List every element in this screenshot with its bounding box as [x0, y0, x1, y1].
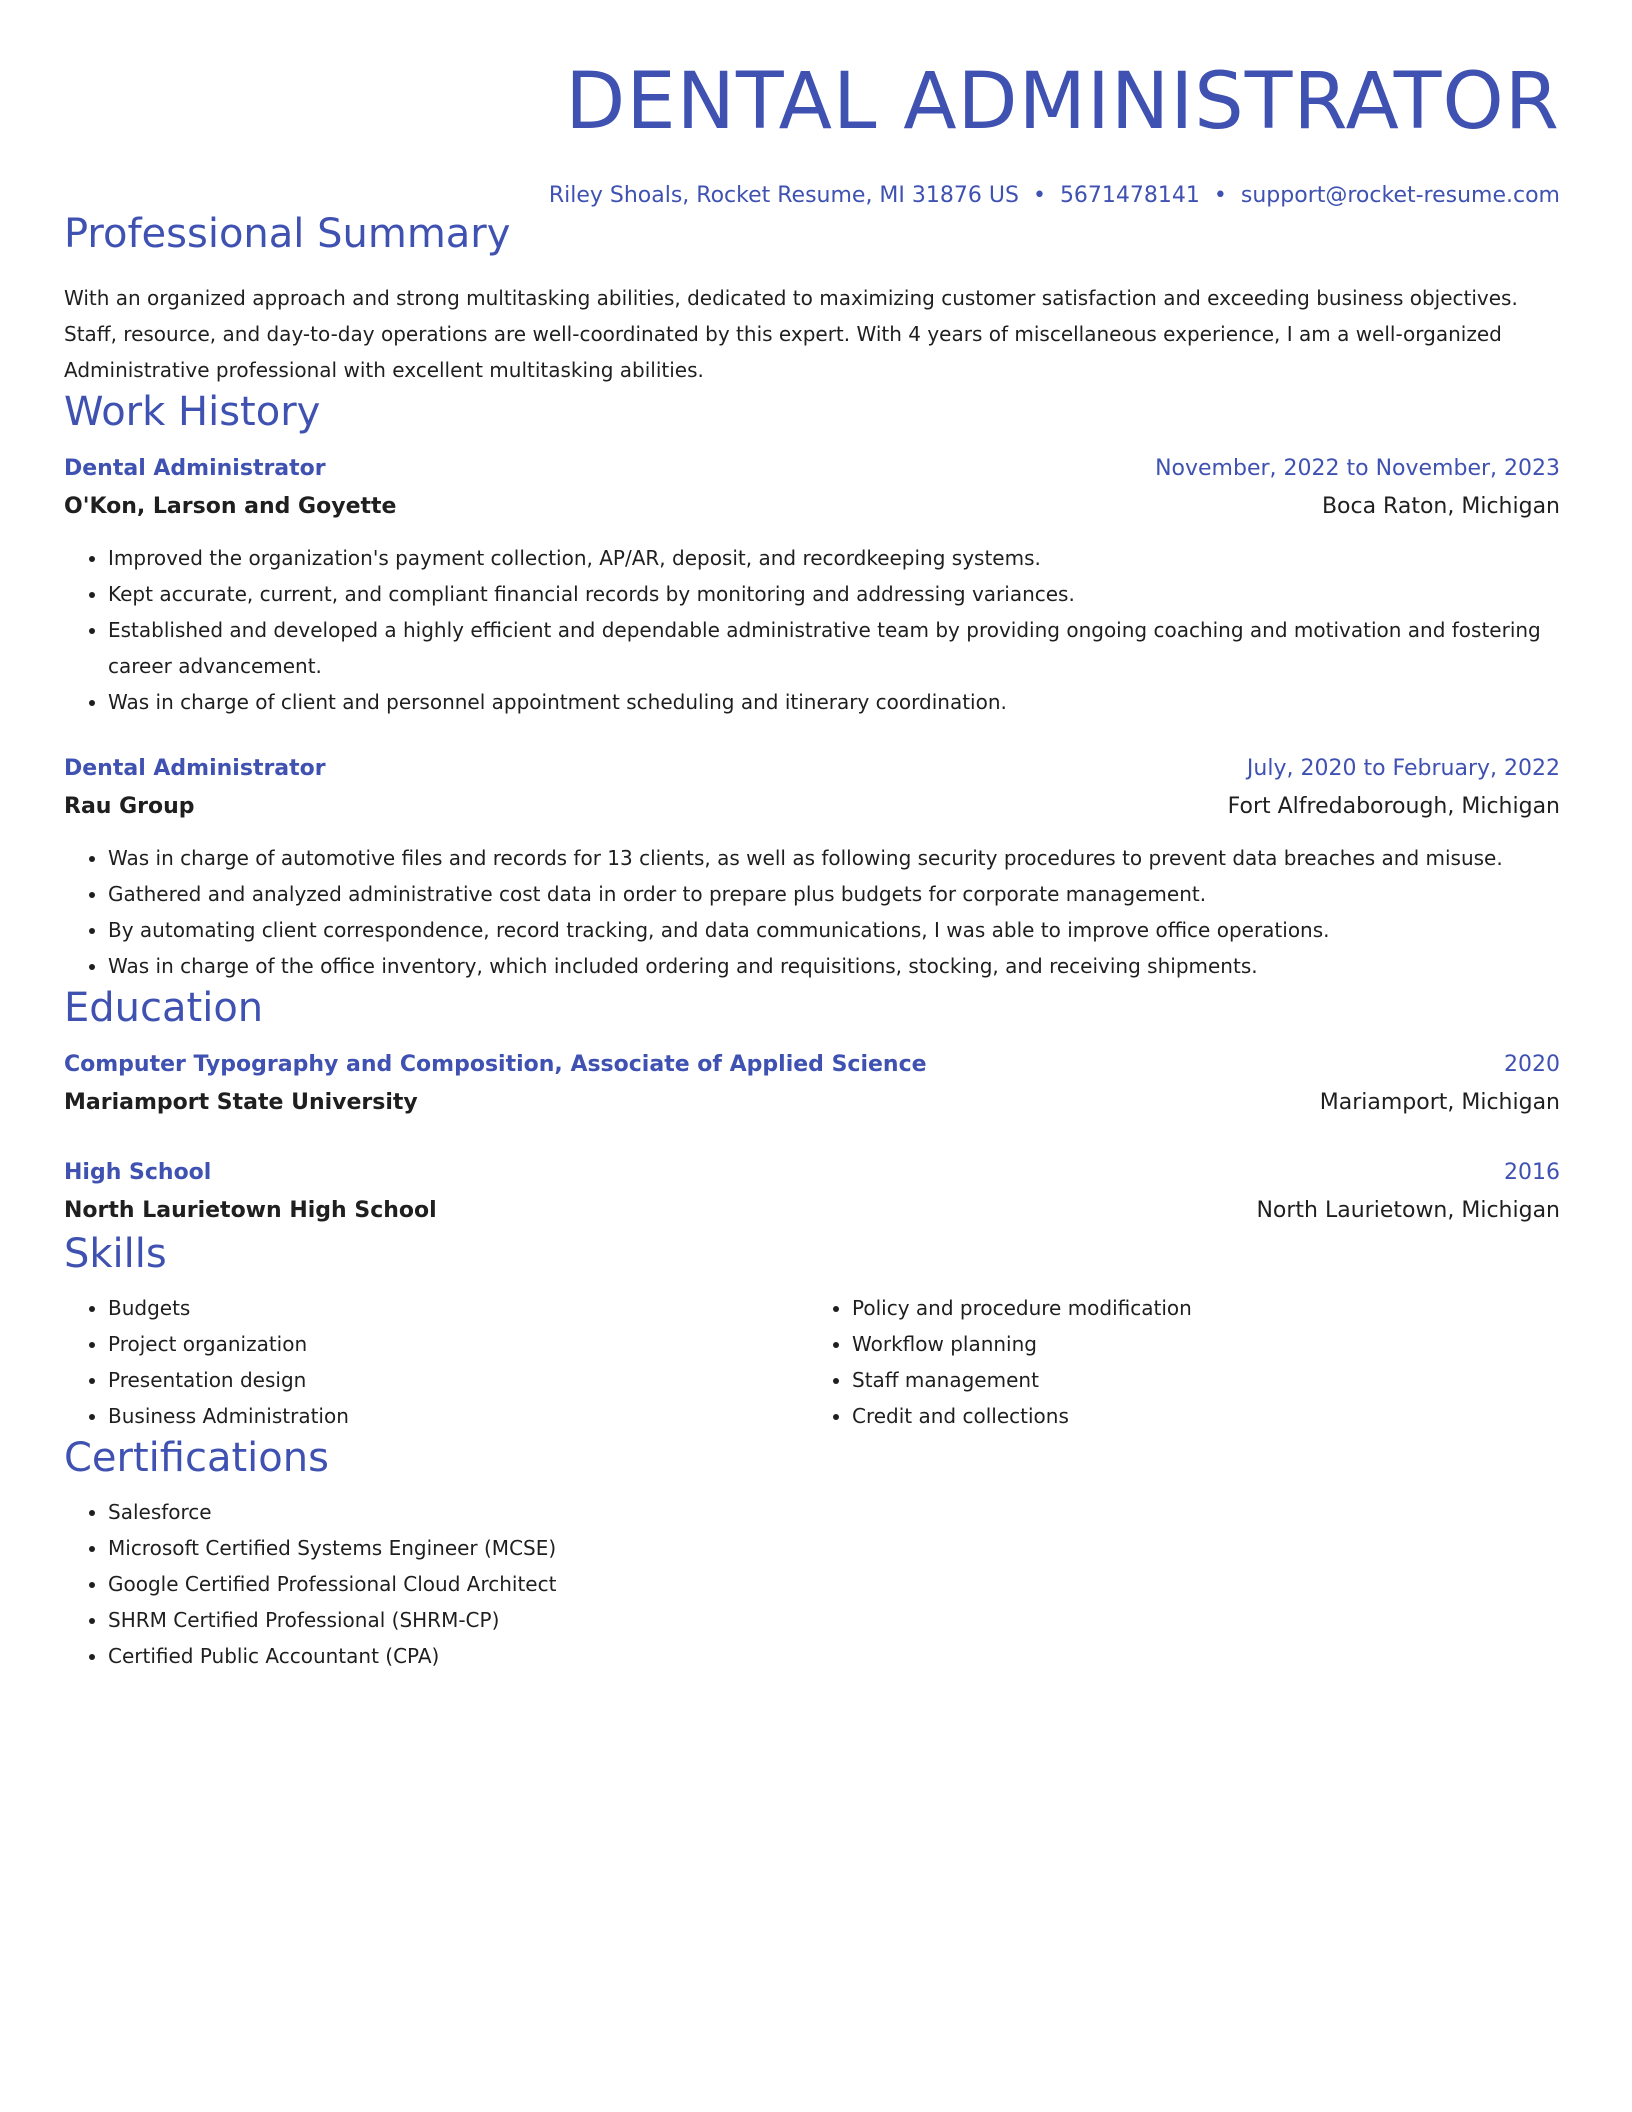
education-location: Mariamport, Michigan — [1319, 1090, 1560, 1115]
resume-page — [64, 0, 1560, 1674]
job-bullet: • Was in charge of client and personnel appointment scheduling and itinerary coordination. — [108, 684, 1560, 720]
certifications-heading: Certifications — [64, 1435, 329, 1481]
job-bullet: • Kept accurate, current, and compliant financial records by monitoring and addressing variances. — [108, 576, 1560, 612]
contact-line — [64, 182, 1560, 210]
skill-item: • Budgets — [108, 1290, 808, 1326]
skill-item: • Credit and collections — [852, 1398, 1552, 1434]
summary-text: With an organized approach and strong multitasking abilities, dedicated to maximizing customer satisfaction and exceeding business objectives. Staff, resource, and day-to-day operations are well-coordinated by this expert. With 4 years of miscellaneous experience, I am a well-organized Administrative professional with excellent multitasking abilities. — [64, 286, 1518, 382]
skill-item: • Staff management — [852, 1362, 1552, 1398]
skill-item: • Policy and procedure modification — [852, 1290, 1552, 1326]
job-bullets — [64, 840, 1560, 984]
job-dates: July, 2020 to February, 2022 — [1246, 756, 1560, 781]
job-entry — [64, 450, 1560, 720]
skills-column-left — [64, 1290, 808, 1434]
job-company: Rau Group — [64, 794, 195, 819]
skill-item: • Business Administration — [108, 1398, 808, 1434]
certification-item: • Microsoft Certified Systems Engineer (MCSE) — [108, 1530, 1560, 1566]
job-role: Dental Administrator — [64, 456, 326, 481]
job-dates: November, 2022 to November, 2023 — [1155, 456, 1560, 481]
contact-address: Riley Shoals, Rocket Resume, MI 31876 US — [548, 183, 1019, 208]
education-school: Mariamport State University — [64, 1090, 418, 1115]
education-entry — [64, 1154, 1560, 1230]
education-year: 2016 — [1504, 1160, 1560, 1185]
education-degree: Computer Typography and Composition, Associate of Applied Science — [64, 1052, 927, 1077]
resume-title: DENTAL ADMINISTRATOR — [565, 57, 1560, 147]
job-bullet: • Was in charge of the office inventory, which included ordering and requisitions, stocking, and receiving shipments. — [108, 948, 1560, 984]
job-company: O'Kon, Larson and Goyette — [64, 494, 397, 519]
education-heading: Education — [64, 985, 264, 1031]
certifications-list — [64, 1494, 1560, 1674]
skills-list — [64, 1290, 1560, 1434]
job-bullets — [64, 540, 1560, 720]
education-location: North Laurietown, Michigan — [1256, 1198, 1560, 1223]
skills-column-right — [808, 1290, 1552, 1434]
job-bullet: • Was in charge of automotive files and records for 13 clients, as well as following security procedures to prevent data breaches and misuse. — [108, 840, 1560, 876]
skill-item: • Presentation design — [108, 1362, 808, 1398]
education-school: North Laurietown High School — [64, 1198, 437, 1223]
education-degree: High School — [64, 1160, 212, 1185]
contact-phone: 5671478141 — [1059, 183, 1200, 208]
certification-item: • Google Certified Professional Cloud Architect — [108, 1566, 1560, 1602]
contact-separator: • — [1032, 183, 1046, 208]
certification-item: • SHRM Certified Professional (SHRM-CP) — [108, 1602, 1560, 1638]
summary-heading: Professional Summary — [64, 211, 511, 257]
job-location: Fort Alfredaborough, Michigan — [1227, 794, 1560, 819]
education-entry — [64, 1046, 1560, 1122]
skill-item: • Workflow planning — [852, 1326, 1552, 1362]
job-role: Dental Administrator — [64, 756, 326, 781]
certification-item: • Certified Public Accountant (CPA) — [108, 1638, 1560, 1674]
job-bullet: • Improved the organization's payment collection, AP/AR, deposit, and recordkeeping systems. — [108, 540, 1560, 576]
contact-email[interactable]: support@rocket-resume.com — [1240, 183, 1560, 208]
job-location: Boca Raton, Michigan — [1321, 494, 1560, 519]
job-bullet: • Gathered and analyzed administrative cost data in order to prepare plus budgets for corporate management. — [108, 876, 1560, 912]
education-year: 2020 — [1504, 1052, 1560, 1077]
skill-item: • Project organization — [108, 1326, 808, 1362]
certification-item: • Salesforce — [108, 1494, 1560, 1530]
job-bullet: • Established and developed a highly efficient and dependable administrative team by providing ongoing coaching and motivation and fostering career advancement. — [108, 612, 1560, 684]
skills-heading: Skills — [64, 1231, 167, 1277]
job-entry — [64, 750, 1560, 984]
job-bullet: • By automating client correspondence, record tracking, and data communications, I was able to improve office operations. — [108, 912, 1560, 948]
contact-separator: • — [1213, 183, 1227, 208]
work-history-heading: Work History — [64, 389, 321, 435]
